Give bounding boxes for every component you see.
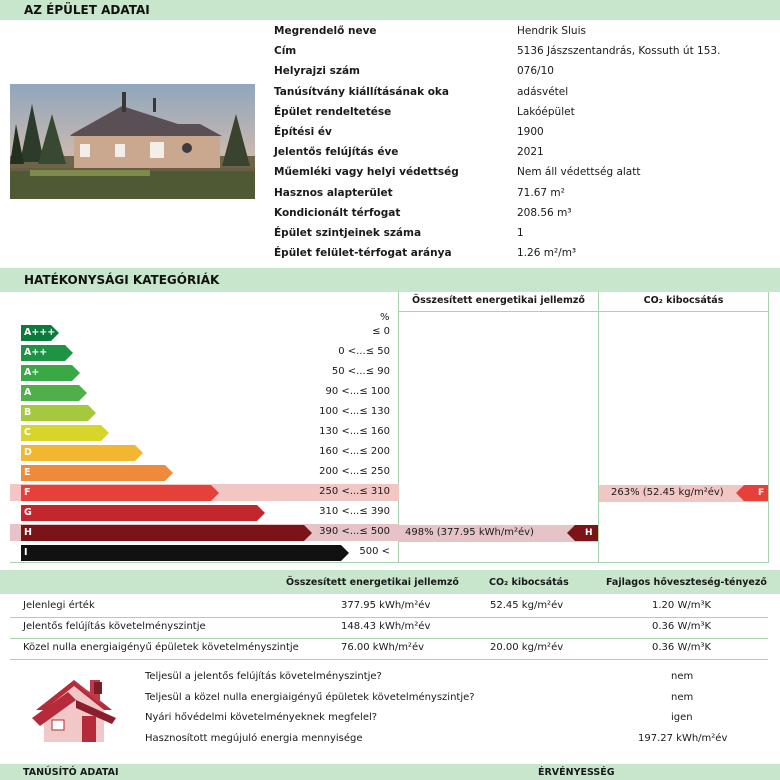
footer-right-title: ÉRVÉNYESSÉG	[538, 767, 615, 778]
question-text: Nyári hővédelmi követelményeknek megfelel?	[145, 712, 378, 723]
class-arrow	[21, 545, 349, 561]
class-arrow	[21, 525, 312, 541]
table-col-energy: Összesített energetikai jellemző	[286, 577, 459, 588]
class-name: A++	[24, 347, 48, 358]
energy-marker-text: 498% (377.95 kWh/m²év)	[405, 527, 534, 538]
class-range: 200 <...≤ 250	[319, 466, 390, 477]
table-cell-loss: 0.36 W/m³K	[652, 642, 712, 653]
class-name: F	[24, 487, 31, 498]
class-range: 0 <...≤ 50	[338, 346, 390, 357]
class-range: 390 <...≤ 500	[319, 526, 390, 537]
class-name: A+++	[24, 327, 56, 338]
building-section-title: AZ ÉPÜLET ADATAI	[24, 3, 150, 17]
class-range: ≤ 0	[372, 326, 390, 337]
building-section-header	[0, 0, 780, 20]
col-energy-header: Összesített energetikai jellemző	[412, 295, 585, 306]
class-range: 130 <...≤ 160	[319, 426, 390, 437]
table-cell-energy: 148.43 kWh/m²év	[341, 621, 431, 632]
question-answer: igen	[671, 712, 693, 723]
class-arrow	[21, 445, 143, 461]
building-value: adásvétel	[517, 85, 569, 98]
question-text: Hasznosított megújuló energia mennyisége	[145, 732, 363, 744]
percent-label: %	[380, 312, 390, 323]
building-value: 71.67 m²	[517, 186, 565, 199]
energy-marker-class: H	[585, 528, 593, 538]
class-arrow	[21, 425, 109, 441]
class-range: 250 <...≤ 310	[319, 486, 390, 497]
building-label: Építési év	[274, 126, 332, 138]
building-label: Épület felület-térfogat aránya	[274, 247, 452, 260]
table-col-co2: CO₂ kibocsátás	[489, 577, 569, 588]
class-name: A+	[24, 367, 40, 378]
building-label: Épület szintjeinek száma	[274, 227, 422, 239]
class-range: 100 <...≤ 130	[319, 406, 390, 417]
class-arrow	[21, 405, 96, 421]
class-name: H	[24, 527, 32, 538]
table-cell-label: Jelentős felújítás követelményszintje	[23, 621, 206, 632]
class-range: 310 <...≤ 390	[319, 506, 390, 517]
table-cell-label: Jelenlegi érték	[23, 600, 95, 611]
house-icon	[28, 674, 120, 746]
building-value: Hendrik Sluis	[517, 25, 586, 37]
class-range: 50 <...≤ 90	[331, 366, 390, 377]
col-co2-header: CO₂ kibocsátás	[643, 295, 724, 306]
table-cell-co2: 52.45 kg/m²év	[490, 600, 564, 611]
building-label: Hasznos alapterület	[274, 186, 393, 199]
class-name: A	[24, 387, 32, 398]
class-name: D	[24, 447, 32, 458]
building-value: 2021	[517, 146, 544, 159]
table-cell-co2: 20.00 kg/m²év	[490, 642, 564, 653]
co2-marker-class: F	[758, 488, 765, 498]
table-cell-loss: 1.20 W/m³K	[652, 600, 712, 611]
class-arrow	[21, 485, 219, 501]
class-arrow	[21, 365, 80, 381]
categories-section-title: HATÉKONYSÁGI KATEGÓRIÁK	[24, 273, 220, 287]
table-cell-loss: 0.36 W/m³K	[652, 621, 712, 632]
building-value: 1900	[517, 126, 544, 138]
building-label: Megrendelő neve	[274, 25, 377, 37]
house-photo	[10, 84, 255, 199]
question-text: Teljesül a közel nulla energiaigényű épületek követelményszintje?	[145, 691, 475, 703]
footer-left-title: TANÚSÍTÓ ADATAI	[23, 767, 119, 778]
table-cell-energy: 377.95 kWh/m²év	[341, 600, 431, 611]
building-value: Lakóépület	[517, 105, 575, 118]
building-label: Tanúsítvány kiállításának oka	[274, 85, 450, 98]
class-range: 160 <...≤ 200	[319, 446, 390, 457]
building-value: 208.56 m³	[517, 206, 572, 219]
building-value: Nem áll védettség alatt	[517, 166, 641, 179]
class-name: C	[24, 427, 31, 438]
building-label: Műemléki vagy helyi védettség	[274, 166, 459, 179]
building-label: Épület rendeltetése	[274, 105, 392, 118]
co2-marker-arrow	[736, 485, 768, 501]
class-arrow	[21, 325, 59, 341]
class-arrow	[21, 345, 73, 361]
table-cell-energy: 76.00 kWh/m²év	[341, 642, 425, 653]
class-arrow	[21, 505, 265, 521]
building-value: 5136 Jászszentandrás, Kossuth út 153.	[517, 45, 721, 58]
building-value: 1	[517, 227, 524, 239]
table-col-loss: Fajlagos hőveszteség-tényező	[606, 577, 767, 588]
class-arrow	[21, 385, 87, 401]
building-label: Cím	[274, 45, 297, 58]
question-text: Teljesül a jelentős felújítás követelményszintje?	[145, 671, 382, 682]
class-arrow	[21, 465, 173, 481]
class-name: G	[24, 507, 32, 518]
class-name: B	[24, 407, 32, 418]
table-cell-label: Közel nulla energiaigényű épületek követelményszintje	[23, 642, 299, 653]
question-answer: nem	[671, 671, 694, 682]
question-answer: 197.27 kWh/m²év	[638, 732, 728, 744]
co2-marker-text: 263% (52.45 kg/m²év)	[611, 487, 724, 498]
categories-section-header	[0, 268, 780, 292]
building-value: 076/10	[517, 65, 554, 78]
building-label: Kondicionált térfogat	[274, 206, 401, 219]
building-value: 1.26 m²/m³	[517, 247, 577, 260]
class-name: E	[24, 467, 31, 478]
class-range: 90 <...≤ 100	[325, 386, 390, 397]
building-label: Jelentős felújítás éve	[274, 146, 399, 159]
question-answer: nem	[671, 691, 694, 703]
energy-marker-arrow	[567, 525, 598, 541]
class-name: I	[24, 547, 28, 558]
class-range: 500 <	[359, 546, 390, 557]
building-label: Helyrajzi szám	[274, 65, 360, 78]
